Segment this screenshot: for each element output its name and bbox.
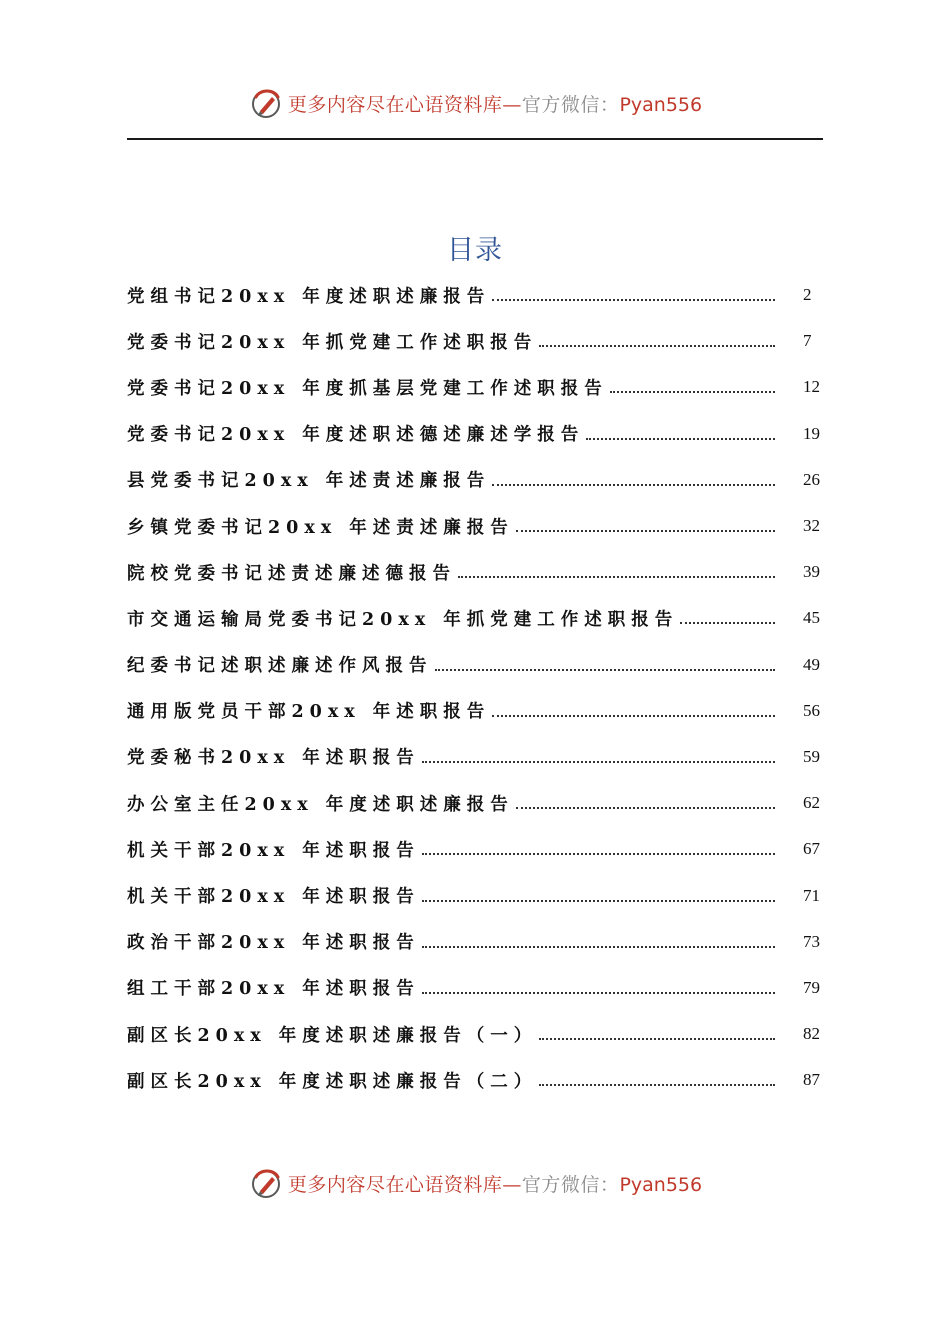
header-brand-text [288,90,702,117]
brand-logo-icon [248,85,284,121]
toc-entry-page-number: 87 [803,1070,820,1090]
toc-entry[interactable] [127,826,823,872]
toc-entry[interactable] [127,965,823,1011]
toc-entry-page-number: 82 [803,1024,820,1044]
toc-entry-title: 院校党委书记述责述廉述德报告 [127,563,456,584]
toc-entry-title: 党委书记20xx 年度述职述德述廉述学报告 [127,425,585,446]
toc-entry-page-number: 2 [803,285,812,305]
header-brand-name: 更多内容尽在心语资料库 [287,93,503,116]
toc-dot-leader [610,391,775,393]
toc-dot-leader [492,299,775,301]
toc-entry-page-number: 59 [803,746,820,766]
toc-entry[interactable] [127,734,823,780]
toc-dot-leader [492,484,775,486]
toc-entry[interactable] [127,549,823,595]
toc-entry-page-number: 49 [803,654,820,674]
toc-entry-title: 党委秘书20xx 年述职报告 [127,748,420,769]
footer-brand-name: 更多内容尽在心语资料库 [287,1173,503,1196]
header-wechat-label: 官方微信： [521,93,620,116]
toc-dot-leader [516,530,775,532]
toc-entry-title: 党组书记20xx 年度述职述廉报告 [127,286,491,307]
toc-dot-leader [586,438,775,440]
toc-dot-leader [516,807,775,809]
toc-dot-leader [680,622,775,624]
toc-entry-title: 县党委书记20xx 年述责述廉报告 [127,471,491,492]
header-wechat-id: Pyan556 [619,93,703,116]
toc-entry-page-number: 26 [803,469,820,489]
toc-entry[interactable] [127,272,823,318]
footer-wechat-id: Pyan556 [619,1173,703,1196]
toc-entry-page-number: 32 [803,516,820,536]
toc-entry[interactable] [127,503,823,549]
toc-entry-title: 乡镇党委书记20xx 年述责述廉报告 [127,517,514,538]
toc-entry[interactable] [127,688,823,734]
header-banner [0,81,950,125]
toc-entry-page-number: 7 [803,331,812,351]
toc-dot-leader [435,669,776,671]
toc-entry-title: 政治干部20xx 年述职报告 [127,933,420,954]
toc-dot-leader [422,946,775,948]
toc-entry[interactable] [127,411,823,457]
footer-separator: — [502,1173,522,1196]
toc-dot-leader [492,715,775,717]
toc-dot-leader [422,761,775,763]
toc-entry[interactable] [127,872,823,918]
toc-entry-title: 机关干部20xx 年述职报告 [127,887,420,908]
toc-entry-page-number: 67 [803,839,820,859]
toc-entry-title: 办公室主任20xx 年度述职述廉报告 [127,794,514,815]
footer-brand-text [288,1170,702,1197]
toc-entry-title: 副区长20xx 年度述职述廉报告（一） [127,1025,538,1046]
toc-entry[interactable] [127,318,823,364]
toc-entry[interactable] [127,919,823,965]
header-divider [127,138,823,140]
toc-dot-leader [422,900,775,902]
footer-brand-logo-icon [248,1165,284,1201]
toc-entry[interactable] [127,780,823,826]
toc-entry-page-number: 56 [803,700,820,720]
toc-dot-leader [422,992,775,994]
toc-entry-title: 机关干部20xx 年述职报告 [127,840,420,861]
toc-entry-page-number: 45 [803,608,820,628]
toc-entry-title: 纪委书记述职述廉述作风报告 [127,656,433,677]
toc-entry-page-number: 73 [803,931,820,951]
toc-entry-title: 党委书记20xx 年度抓基层党建工作述职报告 [127,378,608,399]
toc-entry[interactable] [127,457,823,503]
toc-dot-leader [422,853,775,855]
header-separator: — [502,93,522,116]
toc-entry-title: 市交通运输局党委书记20xx 年抓党建工作述职报告 [127,609,679,630]
toc-list [127,272,823,1103]
toc-entry[interactable] [127,1057,823,1103]
toc-dot-leader [539,1038,775,1040]
toc-entry-page-number: 19 [803,423,820,443]
toc-entry-title: 党委书记20xx 年抓党建工作述职报告 [127,332,538,353]
toc-entry-title: 通用版党员干部20xx 年述职报告 [127,702,491,723]
toc-entry-title: 组工干部20xx 年述职报告 [127,979,420,1000]
toc-entry[interactable] [127,364,823,410]
toc-entry-page-number: 71 [803,885,820,905]
footer-banner [0,1161,950,1205]
toc-entry[interactable] [127,1011,823,1057]
toc-entry-title: 副区长20xx 年度述职述廉报告（二） [127,1071,538,1092]
toc-entry-page-number: 12 [803,377,820,397]
footer-wechat-label: 官方微信： [521,1173,620,1196]
toc-entry[interactable] [127,595,823,641]
toc-entry-page-number: 39 [803,562,820,582]
toc-dot-leader [539,345,775,347]
toc-entry[interactable] [127,642,823,688]
toc-dot-leader [458,576,775,578]
toc-title: 目录 [447,235,503,266]
toc-entry-page-number: 62 [803,793,820,813]
toc-entry-page-number: 79 [803,977,820,997]
toc-dot-leader [539,1084,775,1086]
